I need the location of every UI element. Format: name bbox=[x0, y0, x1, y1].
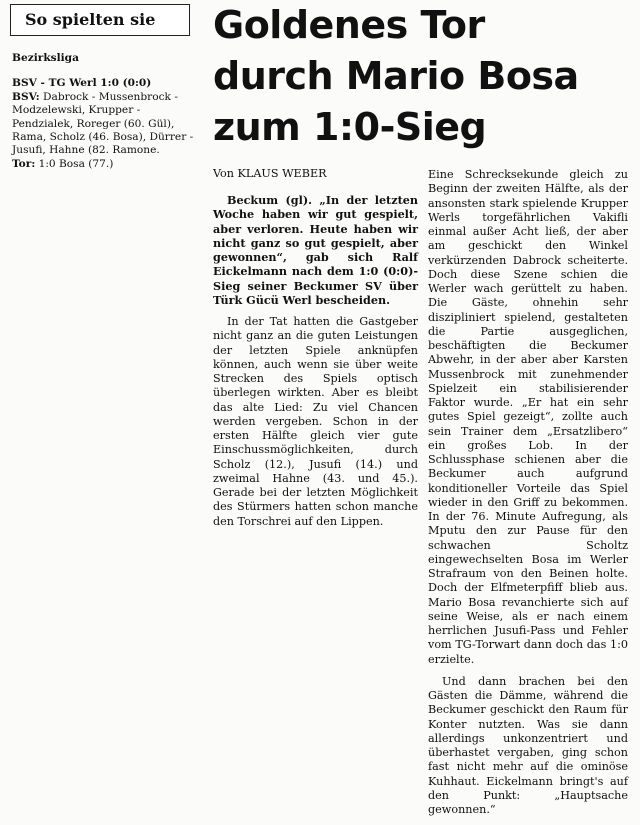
byline: Von KLAUS WEBER bbox=[213, 167, 327, 180]
lineup-text bbox=[12, 91, 200, 158]
lineup-players: Dabrock - Mussenbrock - Modzelewski, Krupper - Pendzialek, Roreger (60. Gül), Rama, Scholz (46. Bosa), Dürrer - Jusufi, Hahne (82. Ramone. bbox=[12, 90, 194, 157]
article-paragraph-3: Und dann brachen bei den Gästen die Dämme, während die Beckumer geschickt den Raum für Konter nutzten. Was sie dann allerdings unkonzentriert und überhastet vergaben, ging schon fast nicht mehr auf die ominöse Kuhhaut. Eickelmann bringt's auf den Punkt: „Hauptsache gewonnen.“ bbox=[428, 674, 628, 816]
article-column-1 bbox=[213, 193, 418, 537]
match-result-bold: BSV - TG Werl 1:0 (0:0) bbox=[12, 77, 152, 90]
article-column-2 bbox=[428, 168, 628, 825]
headline-line-2: durch Mario Bosa bbox=[213, 54, 579, 98]
article-paragraph-1: In der Tat hatten die Gastgeber nicht ganz an die guten Leistungen der letzten Spiele anknüpfen können, auch wenn sie über weite Strecken des Spiels optisch überlegen wirkten. Aber es bleibt das alte Lied: Zu viel Chancen werden vergeben. Schon in der ersten Hälfte gleich vier gute Einschussmöglichkeiten, durch Scholz (12.), Jusufi (14.) und zweimal Hahne (43. und 45.). Gerade bei der letzten Möglichkeit des Stürmers hatten schon manche den Torschrei auf den Lippen. bbox=[213, 315, 418, 528]
headline-line-1: Goldenes Tor bbox=[213, 3, 485, 47]
headline-line-3: zum 1:0-Sieg bbox=[213, 105, 487, 149]
goal-text bbox=[12, 158, 200, 171]
article-paragraph-2: Eine Schrecksekunde gleich zu Beginn der zweiten Hälfte, als der ansonsten stark spielende Krupper Werls torgefährlichen Vakifli einmal außer Acht ließ, der aber am geschickt den Winkel verkürzenden Dabrock scheiterte. Doch diese Szene schien die Werler wach gerüttelt zu haben. Die Gäste, ohnehin sehr diszipliniert spielend, gestalteten die Partie ausgeglichen, beschäftigten die Beckumer Abwehr, in der aber aber Karsten Mussenbrock mit zunehmender Spielzeit ein stabilisierender Faktor wurde. „Er hat ein sehr gutes Spiel gezeigt“, zollte auch sein Trainer dem „Ersatzlibero“ ein großes Lob. In der Schlussphase schienen aber die Beckumer auch aufgrund konditioneller Vorteile das Spiel wieder in den Griff zu bekommen. In der 76. Minute Aufregung, als Mputu den zur Pause für den schwachen Scholtz eingewechselten Bosa im Werler Strafraum von den Beinen holte. Doch der Elfmeterpfiff blieb aus. Mario Bosa revanchierte sich auf seine Weise, als er nach einem herrlichen Jusufi-Pass und Fehler vom TG-Torwart dann doch das 1:0 erzielte. bbox=[428, 168, 628, 666]
lineup-label: BSV: bbox=[12, 90, 40, 103]
goal-scorer: 1:0 Bosa (77.) bbox=[35, 157, 114, 170]
article-lead: Beckum (gl). „In der letzten Woche haben wir gut gespielt, aber verloren. Heute haben wir nicht ganz so gut gespielt, aber gewonnen“, gab sich Ralf Eickelmann nach dem 1:0 (0:0)-Sieg seiner Beckumer SV über Türk Gücü Werl bescheiden. bbox=[213, 193, 418, 307]
article-headline bbox=[213, 0, 638, 153]
match-result bbox=[12, 77, 200, 90]
goal-label: Tor: bbox=[12, 157, 36, 170]
league-label: Bezirksliga bbox=[12, 52, 79, 64]
lineup-sidebar bbox=[12, 52, 200, 171]
sidebar-box-title: So spielten sie bbox=[10, 4, 190, 36]
